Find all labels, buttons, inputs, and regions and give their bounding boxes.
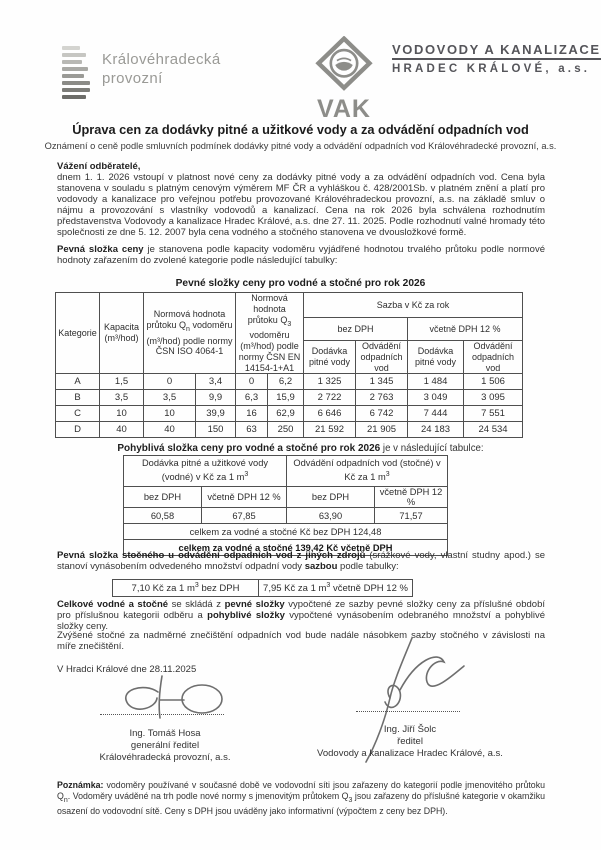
signature-line-left [100,714,224,715]
col-header-sazba: Sazba v Kč za rok [304,293,523,318]
vak-acronym: VAK [317,95,371,123]
signatory-role: generální ředitel [130,740,200,751]
signatory-name: Ing. Tomáš Hosa [129,728,201,739]
signatory-role: ředitel [397,736,423,747]
variable-price-table-title: Pohyblivá složka ceny pro vodné a stočné pro rok 2026 je v následující tabulce: [117,443,484,454]
col-header-odvadeni: Odvádění odpadních vod [464,341,523,374]
vak-company-name-line1: VODOVODY A KANALIZACE [392,42,601,60]
col-header-bez-dph: bez DPH [304,318,408,341]
signature-line-right [356,711,460,712]
dateline: V Hradci Králové dne 28.11.2025 [57,664,197,675]
vak-diamond-icon [313,36,375,94]
page-subtitle: Oznámení o ceně podle smluvních podmínek dodávky pitné vody a odvádění odpadních vod Královéhradecké provozní, a.s. [44,141,557,151]
col-header-vcetne-dph: včetně DPH 12 % [408,318,523,341]
table-row [113,580,413,597]
table-row: A 1,5 0 3,4 0 6,2 1 325 1 345 1 484 1 506 [56,374,523,390]
col-header-q3: Normová hodnota průtoku $Q_3$ vodoměru (m³/hod) podle normy ČSN EN 14154-1+A1 [236,293,304,374]
total-row-vcetne-dph: celkem za vodné a stočné 139,42 Kč včetně DPH [124,540,448,556]
fixed-price-table [55,292,523,438]
paragraph-fixed-component: Pevná složka ceny je stanovena podle kapacity vodoměru vyjádřené hodnotou trvalého průtoku podle normové hodnoty zařazením do zvolené kategorie podle následující tabulky: [57,244,545,266]
col-header-dodavka: Dodávka pitné vody [408,341,464,374]
khp-logo [62,44,221,99]
table-row: C 10 10 39,9 16 62,9 6 646 6 742 7 444 7 551 [56,406,523,422]
paragraph-increased-sewage: Zvýšené stočné za nadměrné znečištění odpadních vod bude nadále násobkem sazby stočného v závislosti na míře znečištění. [57,630,545,652]
vak-company-name-line2: HRADEC KRÁLOVÉ, a.s. [392,63,591,75]
table-row: B 3,5 3,5 9,9 6,3 15,9 2 722 2 763 3 049 3 095 [56,390,523,406]
paragraph-other-sources: Pevná složka stočného u odvádění odpadních vod z jiných zdrojů (srážkové vody, vlastní studny apod.) se stanoví vynásobením odvedeného množství odpadní vody sazbou podle tabulky: [57,550,545,572]
col-header-bez-dph: bez DPH [124,487,202,508]
fixed-price-table-title: Pevné složky ceny pro vodné a stočné pro rok 2026 [175,278,426,289]
vak-logo [308,36,601,124]
signatory-org: Královéhradecká provozní, a.s. [99,752,231,763]
footnote: Poznámka: vodoměry používané v současné době ve vodovodní síti jsou zařazeny do kategorií podle jmenovitého průtoku $Q_n$. Vodoměry uváděné na trh podle nové normy s jmenovitým průtokem $Q_3$ jsou zařazeny do příslušné kategorie v okamžiku osazení do vodovodní sítě. Ceny s DPH jsou uváděny jako informativní (výpočtem z ceny bez DPH). [57,780,545,816]
col-header-kategorie: Kategorie [56,293,100,374]
col-header-kapacita: Kapacita (m³/hod) [100,293,144,374]
variable-price-table [123,455,448,556]
table-row: 60,58 67,85 63,90 71,57 [124,508,448,524]
other-sources-rate-table [112,579,413,597]
col-header-odvadeni: Odvádění odpadních vod [356,341,408,374]
col-header-stocne: Odvádění odpadních vod (stočné) v Kč za 1 $m^3$ [287,456,448,487]
rate-bez-dph: 7,10 Kč za 1 $m^3$ bez DPH [113,580,259,597]
signatory-right [300,724,520,760]
khp-logo-line2: provozní [102,70,163,87]
col-header-qn: Normová hodnota průtoku $Q_n$ vodoměru (m³/hod) podle normy ČSN ISO 4064-1 [144,293,236,374]
page-title: Úprava cen za dodávky pitné a užitkové vody a za odvádění odpadních vod [72,122,529,137]
col-header-bez-dph: bez DPH [287,487,375,508]
khp-logo-bars-icon [62,44,90,99]
signatory-left [95,728,235,764]
signatory-name: Ing. Jiří Šolc [383,724,437,735]
rate-vcetne-dph: 7,95 Kč za 1 $m^3$ včetně DPH 12 % [259,580,413,597]
signature-handwriting-left-icon [100,672,230,727]
table-row: D 40 40 150 63 250 21 592 21 905 24 183 24 534 [56,422,523,438]
paragraph-total-price: Celkové vodné a stočné se skládá z pevné složky vypočtené ze sazby pevné složky ceny za příslušné období pro příslušnou kategorii odběru a pohyblivé složky vypočtené vynásobením odebraného množství a pohyblivé složky ceny. [57,599,546,632]
col-header-vcetne-dph: včetně DPH 12 % [202,487,287,508]
col-header-vodne: Dodávka pitné a užitkové vody (vodné) v Kč za 1 $m^3$ [124,456,287,487]
col-header-vcetne-dph: včetně DPH 12 % [375,487,448,508]
khp-logo-line1: Královéhradecká [102,51,221,68]
total-row-bez-dph: celkem za vodné a stočné Kč bez DPH 124,48 [124,524,448,540]
signatory-org: Vodovody a kanalizace Hradec Králové, a.s. [317,748,503,759]
paragraph-intro: dnem 1. 1. 2026 vstoupí v platnost nové ceny za dodávky pitné vody a za odvádění odpadních vod. Cena byla stanovena v souladu s platným cenovým výměrem MF ČR a vyhláškou č. 428/2001Sb. v platném znění a platí pro vodovody a kanalizace pro veřejnou potřebu provozované Královéhradeckou provozní, a.s. na základě smluv o nájmu a provozování s vlastníky vodovodů a kanalizací. Cena na rok 2026 byla schválena rozhodnutím představenstva Vodovody a kanalizace Hradec Králové, a.s. dne 27. 11. 2025. Podle rozhodnutí valné hromady této společnosti ze dne 5. 12. 2007 byla cena vodného a stočného stanovena ve dvousložkové formě. [57,172,545,238]
col-header-dodavka: Dodávka pitné vody [304,341,356,374]
khp-logo-wordmark [102,44,221,99]
salutation: Vážení odběratelé, [57,161,141,172]
